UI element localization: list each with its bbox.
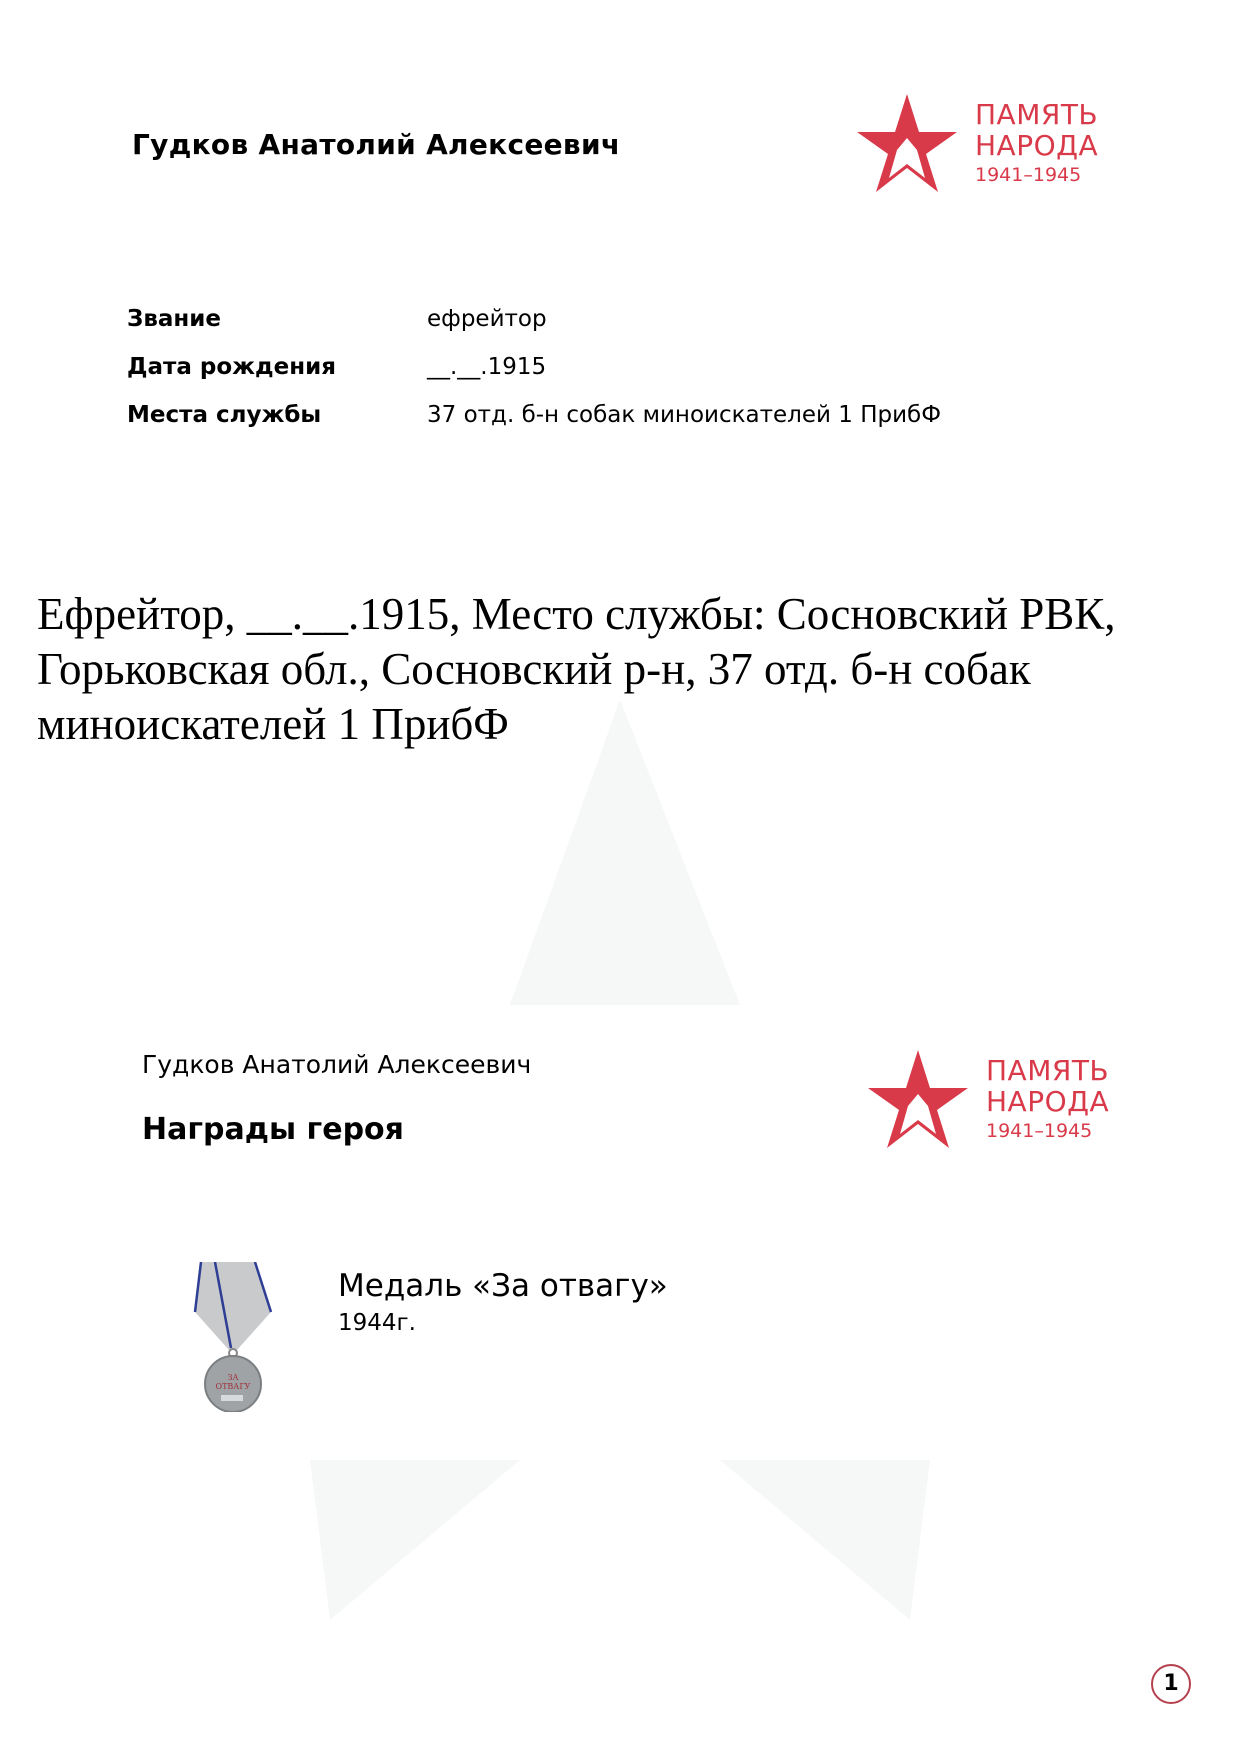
- person-name-title: Гудков Анатолий Алексеевич: [132, 128, 621, 161]
- red-star-icon: [866, 1048, 970, 1152]
- awards-person-name: Гудков Анатолий Алексеевич: [142, 1050, 532, 1079]
- info-value: ефрейтор: [427, 306, 547, 332]
- logo-line-1: ПАМЯТЬ: [986, 1054, 1110, 1087]
- svg-text:ОТВАГУ: ОТВАГУ: [215, 1382, 251, 1391]
- pamyat-naroda-logo-2: [866, 1048, 1136, 1158]
- logo-line-2: НАРОДА: [986, 1085, 1110, 1118]
- page-number-badge: 1: [1151, 1664, 1191, 1704]
- info-value: __.__.1915: [427, 354, 547, 380]
- award-title: Медаль «За отвагу»: [338, 1268, 668, 1304]
- logo-line-1: ПАМЯТЬ: [975, 98, 1099, 131]
- info-label: Дата рождения: [127, 354, 336, 380]
- pamyat-naroda-logo: [855, 92, 1125, 202]
- info-label: Места службы: [127, 402, 322, 428]
- awards-heading: Награды героя: [142, 1112, 404, 1147]
- info-value: 37 отд. б-н собак миноискателей 1 ПрибФ: [427, 402, 942, 428]
- summary-paragraph: Ефрейтор, __.__.1915, Место службы: Сосновский РВК, Горьковская обл., Сосновский р-н, 37 отд. б-н собак миноискателей 1 ПрибФ: [37, 589, 1116, 749]
- info-label: Звание: [127, 306, 222, 332]
- svg-text:ЗА: ЗА: [227, 1373, 239, 1382]
- logo-years: 1941–1945: [975, 164, 1082, 186]
- medal-for-courage-icon: [193, 1262, 273, 1412]
- logo-years: 1941–1945: [986, 1120, 1093, 1142]
- red-star-icon: [855, 92, 959, 196]
- award-year: 1944г.: [338, 1310, 416, 1336]
- logo-line-2: НАРОДА: [975, 129, 1099, 162]
